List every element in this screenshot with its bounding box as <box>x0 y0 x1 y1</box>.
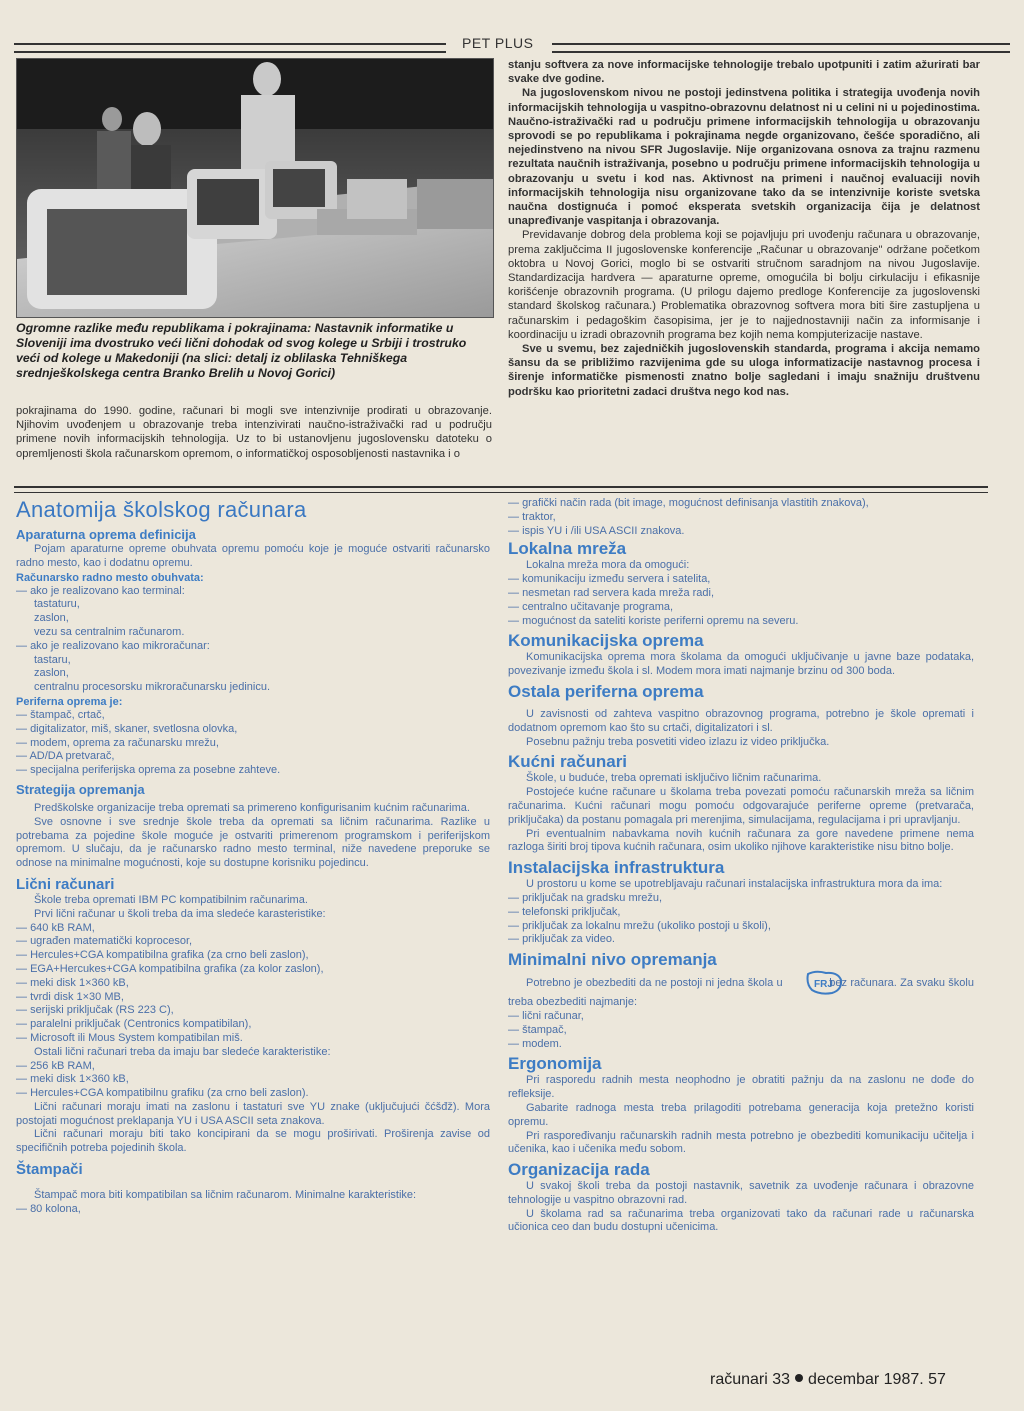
logo-text: FRJ <box>813 979 833 991</box>
list-item: — 640 kB RAM, <box>16 922 490 936</box>
list-item: — traktor, <box>508 511 974 525</box>
list-item: — komunikaciju između servera i satelita, <box>508 573 974 587</box>
paragraph: Pojam aparaturne opreme obuhvata opremu pomoću koje je moguće ostvariti računarsko radno mesto, kao i dodatnu opremu. <box>16 543 490 569</box>
issue-date: decembar 1987. <box>808 1371 924 1388</box>
lead-paragraph-3: Previdavanje dobrog dela problema koji se pojavljuju pri uvođenju računara u obrazovanje, prema zaključcima II jugoslovenske konferencije „Računar u obrazovanje" održane početkom oktobra u Novoj Gorici, moglo bi se ostvariti stručnom saradnjom na nivou Jugoslavije. Standardizacija hardvera — aparaturne opreme, omogućila bi bolju cirkulaciju i efikasnije korišćenje obrazovnih programa. (U prilogu dajemo predloge Konferencije za jugoslovenski standard školskog računara.) Problematika obrazovnog softvera mora biti šire zastupljena u računarskim i pedagoškim časopisima, jer je to najjednostavniji način za informisanje i koordinaciju u izradi obrazovnih programa bez kojih nema kompjuterizacije nastave. <box>508 229 980 341</box>
article-title: Anatomija školskog računara <box>16 497 307 522</box>
list-item: — meki disk 1×360 kB, <box>16 977 490 991</box>
magazine-issue: računari 33 <box>710 1371 791 1388</box>
list-item: — ako je realizovano kao terminal: <box>16 585 490 599</box>
paragraph: Lični računari moraju imati na zaslonu i tastaturi sve YU znake (uključujući čćšđž). Mora postojati mogućnost preklapanja YU i USA ASCII seta znakova. <box>16 1100 490 1127</box>
list-item: — nesmetan rad servera kada mreža radi, <box>508 587 974 601</box>
paragraph: Pri eventualnim nabavkama novih kućnih računara za gore navedene primene nema razloga širiti broj tipova kućnih računara, osim ukoliko njihove karakteristike nisu bitno bolje. <box>508 827 974 854</box>
list-item: — modem. <box>508 1038 974 1052</box>
list-item: zaslon, <box>34 667 69 680</box>
list-item: — Hercules+CGA kompatibilna grafika (za crno beli zaslon), <box>16 949 490 963</box>
heading-other-peripherals: Ostala periferna oprema <box>508 681 704 701</box>
heading-strategy: Strategija opremanja <box>16 781 145 797</box>
paragraph: Škole, u buduće, treba opremati isključivo ličnim računarima. <box>526 772 822 785</box>
section-divider <box>14 486 988 493</box>
paragraph: Gabarite radnoga mesta treba prilagoditi potrebama generacija koja pretežno koristi opremu. <box>508 1101 974 1128</box>
list-item: — meki disk 1×360 kB, <box>16 1073 490 1087</box>
list-item: — AD/DA pretvarač, <box>16 750 490 764</box>
section-title: PET PLUS <box>462 35 534 51</box>
list-item: — priključak za lokalnu mrežu (ukoliko postoji u školi), <box>508 920 974 934</box>
list-item: — priključak na gradsku mrežu, <box>508 892 974 906</box>
list-item: — lični računar, <box>508 1010 974 1024</box>
list-item: vezu sa centralnim računarom. <box>34 625 185 638</box>
list-item: tastaturu, <box>34 598 80 611</box>
paragraph: Prvi lični računar u školi treba da ima sledeće karasteristike: <box>34 907 326 920</box>
paragraph: Komunikacijska oprema mora školama da omogući uključivanje u javne baze podataka, povezivanje između škola i sl. Modem mora imati najmanje brzinu od 300 boda. <box>508 651 974 678</box>
paragraph: U prostoru u kome se upotrebljavaju računari instalacijska infrastruktura mora da ima: <box>526 878 943 891</box>
heading-organization: Organizacija rada <box>508 1160 650 1180</box>
paragraph: Sve osnovne i sve srednje škole treba da opremati sa ličnim računarima. Razlike u potrebama za pojedine škole moguće je ostvariti primerenom programskom i periferijskom opremom. U slučaju, da je računarsko radno mesto terminal, niže navedene preporuke se odnose na minimalne mogućnosti, koje su dostupne korisniku pojedincu. <box>16 815 490 870</box>
paragraph: Lokalna mreža mora da omogući: <box>526 559 690 572</box>
list-item: — ugrađen matematički koprocesor, <box>16 935 490 949</box>
lead-paragraph-2: Na jugoslovenskom nivou ne postoji jedinstvena politika i strategija uvođenja novih informacijskih tehnologija u vaspitno-obrazovnu delatnost ni u celini ni u pojedinostima. Naučno-istraživački rad u području primene informacijskih tehnologija u obrazovanju sprovodi se po republikama i pokrajinama negde organizovano, češće sporadično, ali nejedinstveno na nivou SFR Jugoslavije. Nije organizovana osnova za trajnu razmenu rezultata naučnih istraživanja, posebno u području primene informacijskih tehnologija u obrazovanju u svetu i kod nas. Aktivnost na primeni i naučnoj evaluaciji novih informacijskih tehnologija nisu organizovane tako da se intenzivnije koriste svetska naučna dostignuća i pomoć eksperata svetskih organizacija čija je delatnost unapređivanje vaspitanja i obrazovanja. <box>508 87 980 228</box>
list-item: — centralno učitavanje programa, <box>508 601 974 615</box>
lead-text-left <box>16 404 492 461</box>
list-item: — štampač, <box>508 1024 974 1038</box>
heading-local-network: Lokalna mreža <box>508 539 627 559</box>
paragraph: Pri raspoređivanju računarskih radnih mesta potrebno je obezbediti komunikaciju učitelja i učenika, kao i učenika među sobom. <box>508 1129 974 1156</box>
list-item: — 80 kolona, <box>16 1203 490 1217</box>
list-item: — mogućnost da sateliti koriste periferni opremu na severu. <box>508 615 974 629</box>
sidebar-right-column <box>508 497 974 1235</box>
paragraph: Ostali lični računari treba da imaju bar sledeće karakteristike: <box>34 1045 331 1058</box>
list-item: centralnu procesorsku mikroračunarsku jedinicu. <box>34 681 270 694</box>
list-item: — grafički način rada (bit image, mogućnost definisanja vlastitih znakova), <box>508 497 974 511</box>
paragraph: Pri rasporedu radnih mesta neophodno je obratiti pažnju da na zaslonu ne dođe do refleksije. <box>508 1074 974 1101</box>
subheading-workstation: Računarsko radno mesto obuhvata: <box>16 571 204 584</box>
heading-ergonomics: Ergonomija <box>508 1054 602 1074</box>
list-item: tastaru, <box>34 653 71 666</box>
list-item: — ako je realizovano kao mikroračunar: <box>16 640 490 654</box>
heading-printers: Štampači <box>16 1161 83 1179</box>
lead-text-right <box>508 58 980 399</box>
header-rule-right <box>552 43 1010 53</box>
heading-installation: Instalacijska infrastruktura <box>508 858 725 878</box>
heading-personal-computers: Lični računari <box>16 875 115 893</box>
page-number: 57 <box>928 1371 946 1388</box>
list-item: — EGA+Hercukes+CGA kompatibilna grafika (za kolor zaslon), <box>16 963 490 977</box>
subheading-peripherals: Periferna oprema je: <box>16 695 123 708</box>
paragraph: Škole treba opremati IBM PC kompatibilnim računarima. <box>34 893 308 906</box>
list-item: — telefonski priključak, <box>508 906 974 920</box>
list-item: — tvrdi disk 1×30 MB, <box>16 991 490 1005</box>
list-item: — serijski priključak (RS 223 C), <box>16 1004 490 1018</box>
header-rule <box>14 35 1010 54</box>
heading-home-computers: Kućni računari <box>508 752 628 772</box>
lead-paragraph-4: Sve u svemu, bez zajedničkih jugoslovenskih standarda, programa i akcija nemamo šansu da se približimo razvijenima gde su uloga informatizacije nastavnog procesa i širenje informatičke pismenosti znatno bolje sagledani i imaju snažniju društvenu podršku kao prioritetni zadaci društva nego kod nas. <box>508 343 980 398</box>
list-item: zaslon, <box>34 612 69 625</box>
sidebar-left-column <box>16 497 490 1217</box>
yugoslavia-map-logo <box>786 970 833 996</box>
paragraph: U zavisnosti od zahteva vaspitno obrazovnog programa, potrebno je škole opremati i dodatnom opremom kao što su crtači, digitalizatori i sl. <box>508 707 974 734</box>
paragraph: Predškolske organizacije treba opremati sa primereno konfigurisanim kućnim računarima. <box>34 801 470 814</box>
page-footer <box>710 1371 946 1389</box>
list-item: — digitalizator, miš, skaner, svetlosna olovka, <box>16 723 490 737</box>
classroom-photo <box>16 58 494 318</box>
paragraph-part: Potrebno je obezbediti da ne postoji ni jedna škola u <box>526 977 783 990</box>
paragraph: U školama rad sa računarima treba organizovati tako da računari rade u računarska učionica ceo dan budu dostupni učenicima. <box>508 1207 974 1234</box>
heading-communication: Komunikacijska oprema <box>508 631 704 651</box>
list-item: — specijalna periferijska oprema za posebne zahteve. <box>16 764 490 778</box>
heading-hardware-definition: Aparaturna oprema definicija <box>16 527 196 542</box>
paragraph: Štampač mora biti kompatibilan sa ličnim računarom. Minimalne karakteristike: <box>34 1189 417 1202</box>
classroom-photo-illustration <box>17 59 493 317</box>
list-item: — Microsoft ili Mous System kompatibilan miš. <box>16 1032 490 1046</box>
header-rule-left <box>14 43 446 53</box>
list-item: — modem, oprema za računarsku mrežu, <box>16 737 490 751</box>
list-item: — priključak za video. <box>508 933 974 947</box>
paragraph: Lični računari moraju biti tako koncipirani da se mogu proširivati. Proširenja zavise od specifičnih potreba pojedinih škola. <box>16 1128 490 1155</box>
heading-minimum-level: Minimalni nivo opremanja <box>508 950 717 970</box>
paragraph: Posebnu pažnju treba posvetiti video izlazu iz video priključka. <box>526 735 830 748</box>
paragraph-part: bez računara. Za svaku školu treba obezbediti najmanje: <box>508 977 974 1009</box>
bullet-icon <box>795 1374 803 1382</box>
list-item: — ispis YU i /ili USA ASCII znakova. <box>508 525 974 539</box>
photo-caption: Ogromne razlike među republikama i pokrajinama: Nastavnik informatike u Sloveniji ima dvostruko veći lični dohodak od svog kolege u Srbiji i trostruko veći od kolege u Makedoniji (na slici: detalj iz oblilaska Tehniškega srednješkolskega centra Branko Brelih u Novoj Gorici) <box>16 321 467 380</box>
list-item: — Hercules+CGA kompatibilnu grafiku (za crno beli zaslon). <box>16 1087 490 1101</box>
paragraph: Postojeće kućne računare u školama treba povezati pomoću računarskih mreža sa ličnim računarima. Kućni računari mogu pomoću odgovarajuće periferne opreme (pretvarača, priključaka) da postanu pomagala pri merenjima, simulacijama, regulacijama i pri upravljanju. <box>508 786 974 826</box>
paragraph: U svakoj školi treba da postoji nastavnik, savetnik za uvođenje računara i obrazovne tehnologije u vaspitno obrazovni rad. <box>508 1180 974 1206</box>
paragraph <box>508 970 974 1010</box>
lead-paragraph-1: stanju softvera za nove informacijske tehnologije trebalo upotpuniti i zatim ažurirati bar svake dve godine. <box>508 59 980 86</box>
lead-paragraph: pokrajinama do 1990. godine, računari bi mogli sve intenzivnije prodirati u obrazovanje. Njihovim uvođenjem u obrazovanje treba intenzivirati naučno-istraživački rad u području primene novih informacijskih tehnologija. Uz to bi ustanovljenu jugoslovensku datoteku o opremljenosti škola računarskom opremom, o informatičkoj osposobljenosti nastavnika i o <box>16 405 492 460</box>
list-item: — 256 kB RAM, <box>16 1060 490 1074</box>
list-item: — paralelni priključak (Centronics kompatibilan), <box>16 1018 490 1032</box>
list-item: — štampač, crtač, <box>16 709 490 723</box>
